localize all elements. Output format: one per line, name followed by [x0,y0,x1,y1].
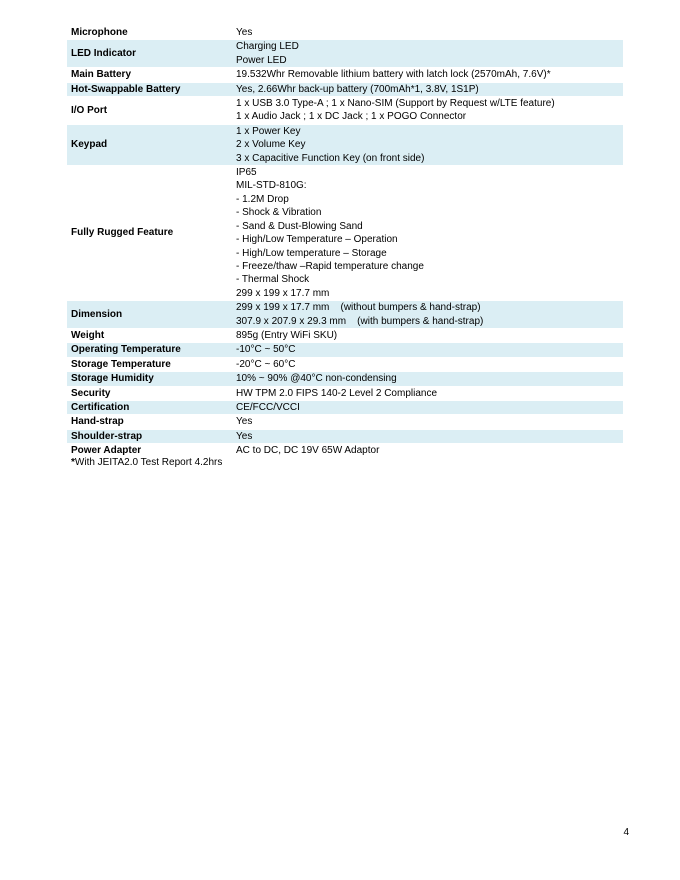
spec-row [67,301,623,329]
spec-value [232,97,623,125]
spec-value-line: AC to DC, DC 19V 65W Adaptor [236,445,380,457]
spec-label: Security [67,386,232,400]
spec-value [232,343,623,357]
spec-value-line: Yes [236,416,253,428]
spec-row [67,97,623,125]
spec-value [232,400,623,414]
spec-row [67,328,623,342]
spec-value [232,328,623,342]
spec-value-line: 299 x 199 x 17.7 mm [236,287,330,299]
spec-value-line: - Freeze/thaw –Rapid temperature change [236,260,424,272]
spec-value [232,68,623,82]
spec-value-line: 1 x Power Key [236,125,301,137]
footnote [71,457,222,468]
spec-label: I/O Port [67,97,232,125]
spec-label: Power Adapter [67,444,232,458]
spec-label: Storage Temperature [67,357,232,371]
footnote-text: With JEITA2.0 Test Report 4.2hrs [74,457,223,468]
spec-value-line: IP65 [236,167,257,179]
spec-value-line: - 1.2M Drop [236,193,289,205]
spec-value-line: Charging LED [236,41,299,53]
spec-row [67,429,623,443]
spec-label: Operating Temperature [67,343,232,357]
spec-value [232,372,623,386]
spec-value-line: 307.9 x 207.9 x 29.3 mm (with bumpers & hand-strap) [236,315,484,327]
spec-value-line: - Shock & Vibration [236,207,322,219]
spec-value [232,386,623,400]
spec-value [232,166,623,301]
spec-value-line: MIL-STD-810G: [236,180,307,192]
spec-row [67,82,623,96]
spec-row [67,386,623,400]
spec-value-line: 3 x Capacitive Function Key (on front side) [236,152,425,164]
spec-label: Hot-Swappable Battery [67,82,232,96]
spec-value [232,415,623,429]
spec-value-line: -20°C ~ 60°C [236,358,296,370]
spec-row [67,400,623,414]
spec-value-line: 10% ~ 90% @40°C non-condensing [236,373,397,385]
spec-value-line: Yes, 2.66Whr back-up battery (700mAh*1, 3.8V, 1S1P) [236,83,479,95]
spec-table [67,26,623,458]
spec-label: LED Indicator [67,40,232,68]
spec-row [67,40,623,68]
spec-value-line: 895g (Entry WiFi SKU) [236,329,338,341]
spec-label: Dimension [67,301,232,329]
spec-value [232,40,623,68]
spec-value-line: 1 x Audio Jack ; 1 x DC Jack ; 1 x POGO Connector [236,111,467,123]
spec-label: Keypad [67,124,232,165]
spec-label: Weight [67,328,232,342]
spec-row [67,166,623,301]
spec-value-line: Yes [236,27,253,38]
spec-value-line: Power LED [236,54,287,66]
spec-value-line: Yes [236,430,253,442]
spec-value-line: 2 x Volume Key [236,139,306,151]
spec-row [67,343,623,357]
spec-value-line: -10°C ~ 50°C [236,344,296,356]
spec-value-line: - High/Low Temperature – Operation [236,234,398,246]
spec-label: Microphone [71,27,128,38]
spec-table-body [67,26,623,458]
spec-label: Main Battery [67,68,232,82]
footnote-marker: * [71,457,75,468]
spec-label: Storage Humidity [67,372,232,386]
spec-row [67,68,623,82]
spec-value [232,357,623,371]
spec-row [67,357,623,371]
spec-row [67,415,623,429]
spec-value-line: CE/FCC/VCCI [236,401,300,413]
spec-label: Shoulder-strap [67,429,232,443]
spec-row [67,372,623,386]
spec-value-line: HW TPM 2.0 FIPS 140-2 Level 2 Compliance [236,387,438,399]
spec-label: Certification [67,400,232,414]
spec-row [67,124,623,165]
spec-label: Hand-strap [67,415,232,429]
spec-value [232,26,623,40]
spec-row [67,26,623,40]
spec-value [232,429,623,443]
spec-value [232,444,623,458]
spec-value [232,124,623,165]
spec-value-line: - Sand & Dust-Blowing Sand [236,220,363,232]
spec-label: Fully Rugged Feature [67,166,232,301]
spec-value-line: 299 x 199 x 17.7 mm (without bumpers & hand-strap) [236,302,481,314]
spec-value [232,82,623,96]
spec-value-line: - Thermal Shock [236,274,310,286]
spec-row [67,444,623,458]
spec-value-line: 19.532Whr Removable lithium battery with latch lock (2570mAh, 7.6V)* [236,69,551,81]
spec-value [232,301,623,329]
page-number: 4 [623,827,629,838]
spec-value-line: - High/Low temperature – Storage [236,247,387,259]
spec-value-line: 1 x USB 3.0 Type-A ; 1 x Nano-SIM (Support by Request w/LTE feature) [236,98,555,110]
